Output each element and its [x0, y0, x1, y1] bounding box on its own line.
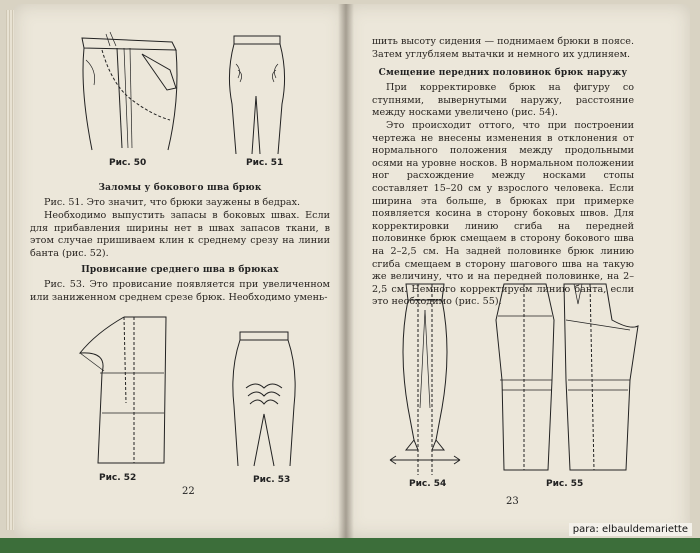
figure-51-caption: Рис. 51: [246, 158, 284, 168]
figure-55-caption: Рис. 55: [546, 479, 584, 489]
paragraph-continuation: шить высоту сидения — поднимаем брюки в поясе. Затем углубляем вытачки и немного их удлиняем.: [372, 36, 634, 60]
figure-54-illustration: [384, 280, 466, 475]
figure-53-caption: Рис. 53: [253, 475, 291, 485]
section-title-front-halves-shift: Смещение передних половинок брюк наружу: [378, 68, 628, 78]
paragraph-fig53: Рис. 53. Это провисание появляется при увеличенном или заниженном среднем срезе брюк. Необходимо умень-: [30, 279, 330, 303]
section-title-center-seam-sag: Провисание среднего шва в брюках: [81, 265, 279, 275]
figure-50-caption: Рис. 50: [109, 158, 147, 168]
figure-52-illustration: [78, 313, 178, 465]
watermark-credit: para: elbauldemariette: [569, 523, 692, 536]
figure-55-illustration: [490, 280, 645, 475]
figure-50-illustration: [72, 30, 182, 155]
section-title-side-seam-creases: Заломы у бокового шва брюк: [98, 183, 262, 193]
figure-53-illustration: [226, 330, 302, 468]
paragraph-fig51: Рис. 51. Это значит, что брюки заужены в бедрах.: [44, 197, 301, 208]
paragraph-correction-method: Это происходит оттого, что при построении чертежа не внесены изменения в отклонения от нормального положения между продольными осями на уровне носков. В нормальном положении ног расхождение между носками стопы составляет 15–20 см у взрослого человека. Если ширина эта больше, в брюках при примерке появляется косина в сторону боковых швов. Для корректировки линию сгиба на передней половинке брюк смещаем в сторону бокового шва на 2–2,5 см. На задней половинке брюк линию сгиба смещаем в сторону шагового шва на такую же величину, что и на передней половинке, на 2–2,5 см. Немного корректируем линию банта, если это необходимо (рис. 55).: [372, 120, 634, 308]
page-number-right: 23: [506, 496, 519, 507]
background-strip: [0, 538, 700, 553]
paragraph-release-allowance: Необходимо выпустить запасы в боковых швах. Если для прибавления ширины нет в швах запасов ткани, в этом случае пришиваем клин к среднему срезу на линии банта (рис. 52).: [30, 210, 330, 259]
paragraph-toes-outward: При корректировке брюк на фигуру со ступнями, вывернутыми наружу, расстояние между носками увеличено (рис. 54).: [372, 82, 634, 119]
figure-52-caption: Рис. 52: [99, 473, 137, 483]
book-gutter: [338, 4, 354, 538]
figure-54-caption: Рис. 54: [409, 479, 447, 489]
page-number-left: 22: [182, 486, 195, 497]
figure-51-illustration: [222, 34, 292, 156]
